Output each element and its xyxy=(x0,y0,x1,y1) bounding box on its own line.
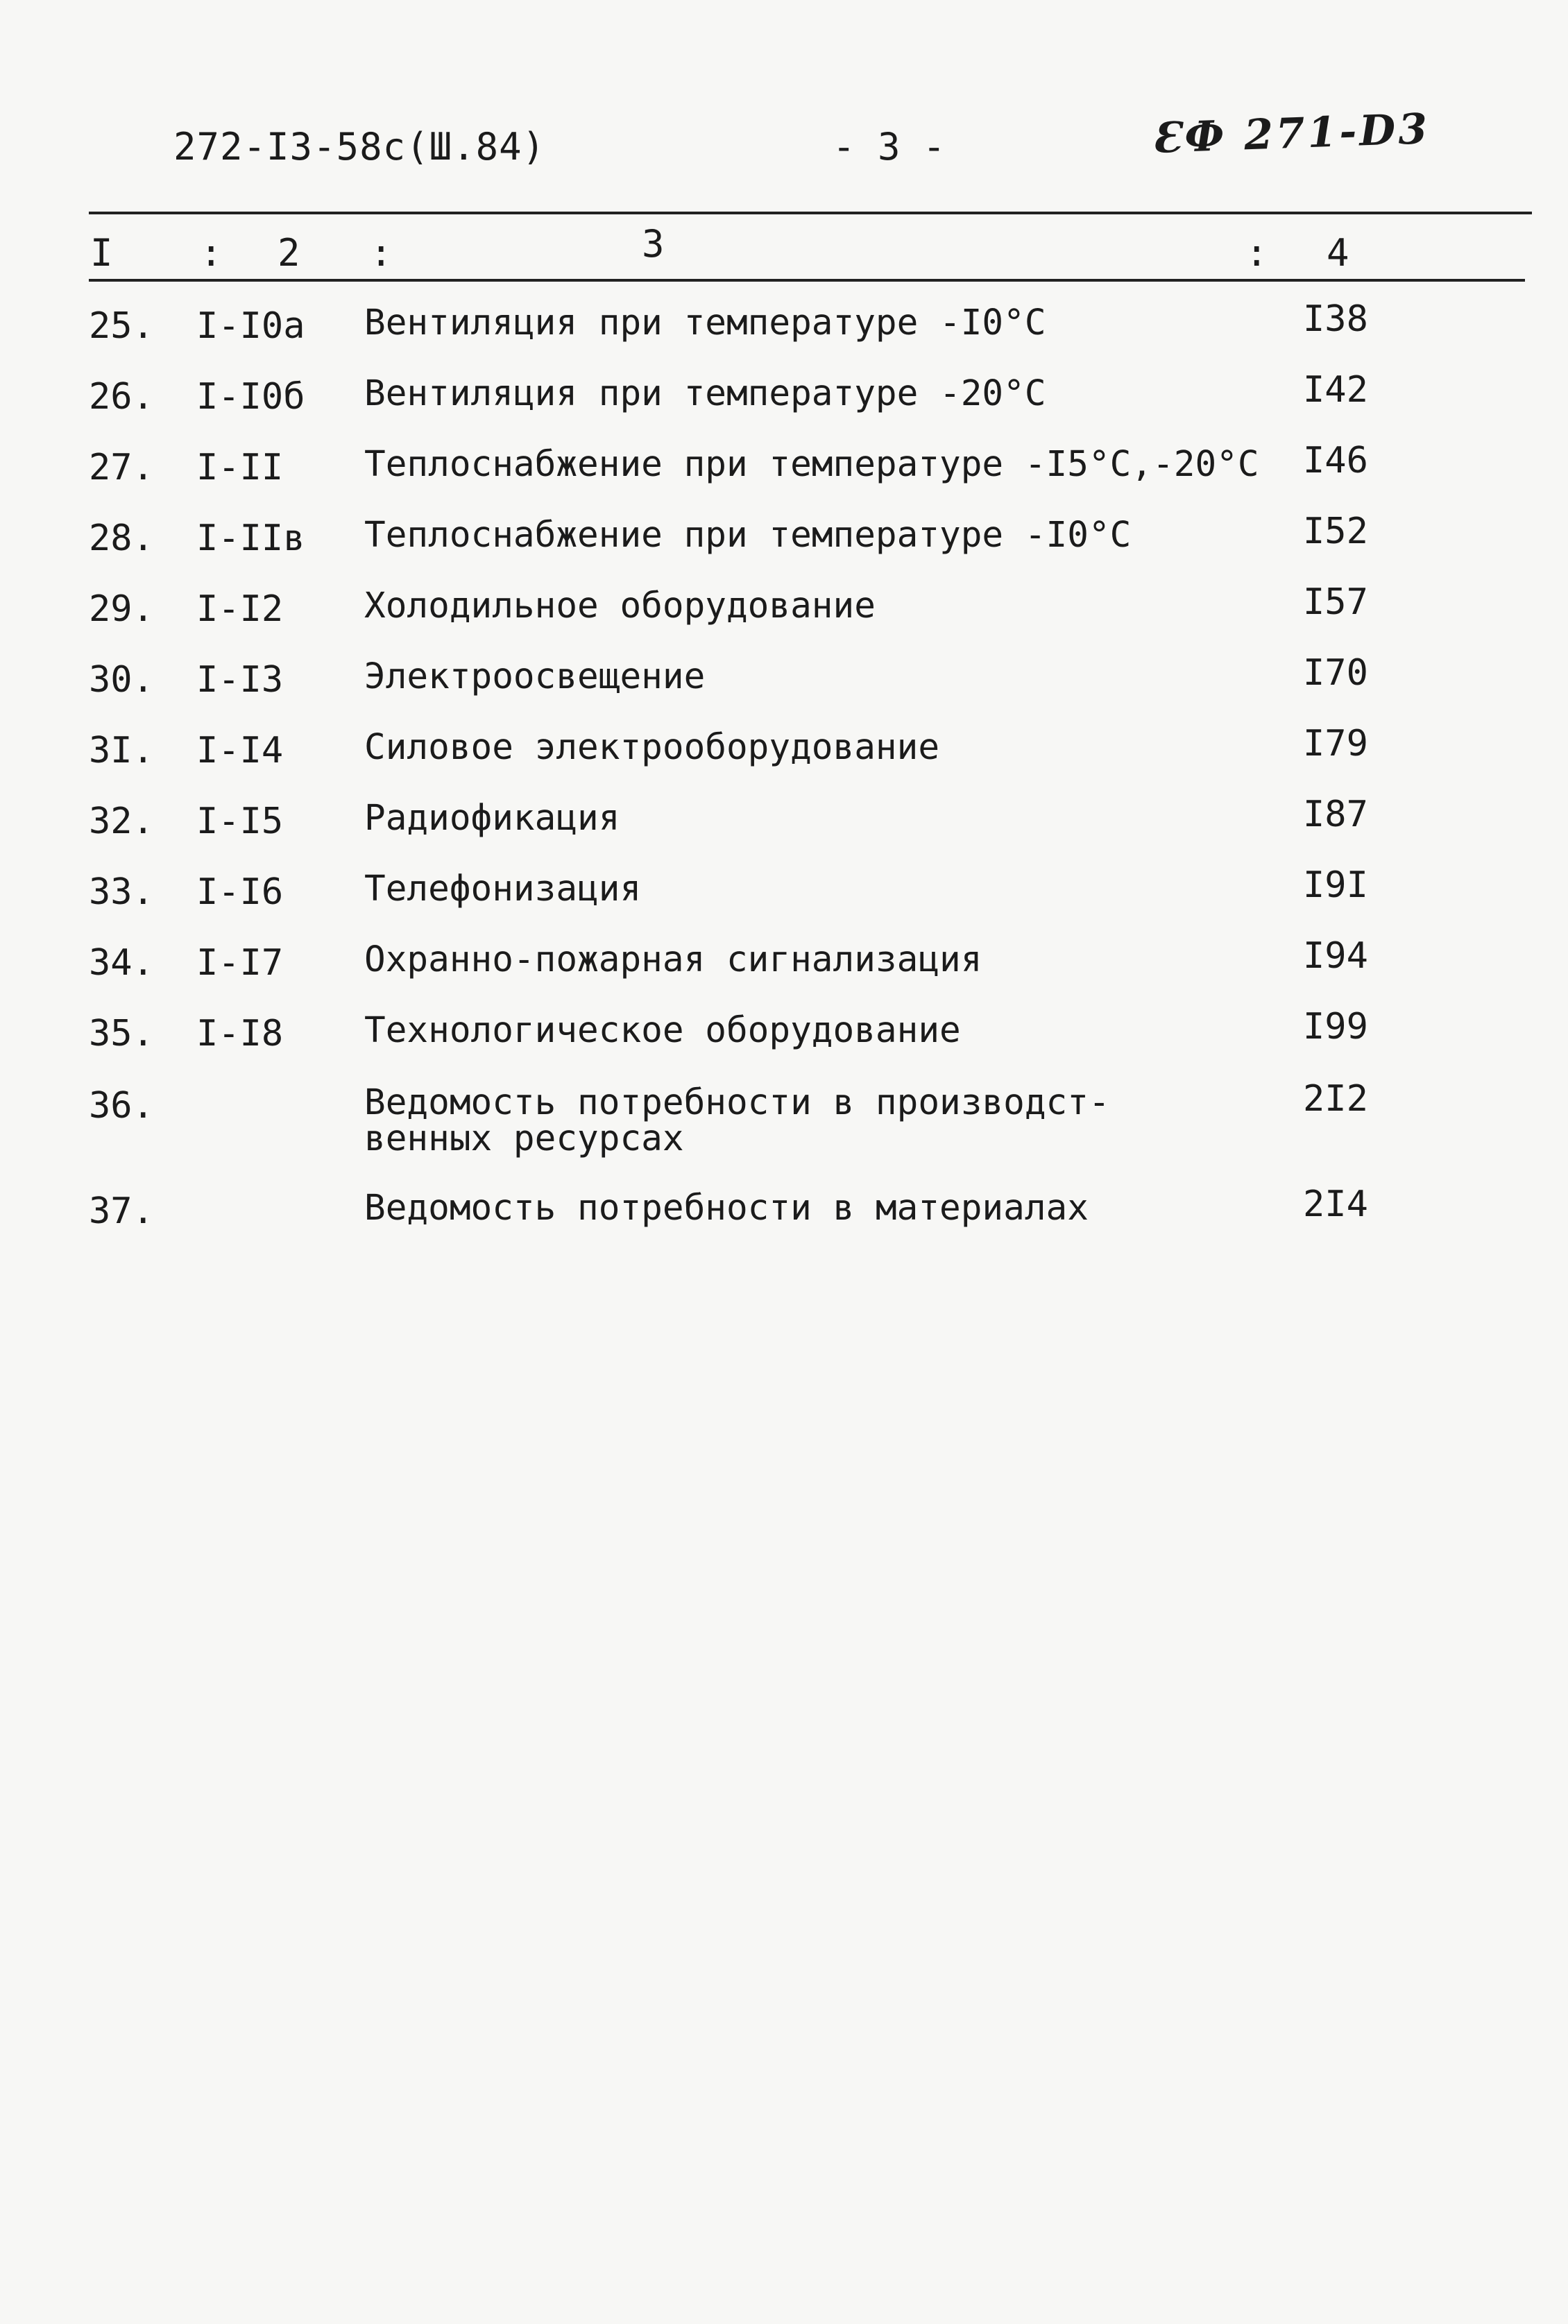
table-row xyxy=(0,1078,1568,1159)
row-title: Холодильное оборудование xyxy=(364,586,876,626)
row-number: 32. xyxy=(89,801,154,842)
table-row xyxy=(0,369,1568,432)
row-code: I-I4 xyxy=(196,730,284,771)
col-header-2: 2 xyxy=(278,231,300,275)
col-header-3: 3 xyxy=(642,222,665,266)
row-title: Силовое электрооборудование xyxy=(364,727,940,768)
row-code: I-I0б xyxy=(196,376,305,418)
row-page: I87 xyxy=(1303,794,1368,835)
row-number: 26. xyxy=(89,376,154,418)
row-title: Вентиляция при температуре -I0°C xyxy=(364,302,1046,343)
top-rule xyxy=(89,212,1532,214)
row-number: 35. xyxy=(89,1013,154,1054)
row-page: 2I4 xyxy=(1303,1184,1368,1225)
row-title: Охранно-пожарная сигнализация xyxy=(364,939,982,980)
col-sep-2: : xyxy=(370,231,393,275)
row-code: I-I0a xyxy=(196,305,305,347)
row-code: I-I6 xyxy=(196,871,284,913)
row-number: 25. xyxy=(89,305,154,347)
row-number: 34. xyxy=(89,942,154,984)
table-row xyxy=(0,1006,1568,1068)
document-code: 272-I3-58c(Ш.84) xyxy=(173,125,546,169)
row-title: Теплоснабжение при температуре -I0°C xyxy=(364,515,1132,556)
row-title: Ведомость потребности в материалах xyxy=(364,1188,1089,1229)
col-sep-1: : xyxy=(200,231,223,275)
col-header-1: I xyxy=(90,231,113,275)
row-number: 30. xyxy=(89,659,154,701)
table-row xyxy=(0,298,1568,361)
row-page: I38 xyxy=(1303,298,1368,340)
table-row xyxy=(0,440,1568,502)
row-page: I99 xyxy=(1303,1006,1368,1048)
row-page: I79 xyxy=(1303,723,1368,764)
row-code: I-I3 xyxy=(196,659,284,701)
table-row xyxy=(0,794,1568,856)
row-title: Телефонизация xyxy=(364,869,642,909)
table-row xyxy=(0,581,1568,644)
row-number: 36. xyxy=(89,1085,154,1127)
row-page: I52 xyxy=(1303,511,1368,552)
col-header-4: 4 xyxy=(1327,231,1349,275)
header-rule xyxy=(89,279,1525,282)
row-page: I57 xyxy=(1303,581,1368,623)
row-title: Технологическое оборудование xyxy=(364,1010,961,1051)
row-code: I-I8 xyxy=(196,1013,284,1054)
row-title: Вентиляция при температуре -20°C xyxy=(364,373,1046,414)
col-sep-3: : xyxy=(1245,231,1268,275)
row-title: Электроосвещение xyxy=(364,656,706,697)
row-code: I-I2 xyxy=(196,588,284,630)
table-row xyxy=(0,723,1568,785)
row-number: 33. xyxy=(89,871,154,913)
row-code: I-IIв xyxy=(196,518,305,559)
row-code: I-II xyxy=(196,447,284,488)
page-number: - 3 - xyxy=(833,125,946,169)
row-page: I9I xyxy=(1303,864,1368,906)
row-number: 3I. xyxy=(89,730,154,771)
row-code: I-I7 xyxy=(196,942,284,984)
row-title: Теплоснабжение при температуре -I5°C,-20°C xyxy=(364,444,1259,485)
table-row xyxy=(0,864,1568,927)
row-page: I70 xyxy=(1303,652,1368,694)
handwritten-mark: ԐФ 271-D3 xyxy=(1150,105,1431,163)
table-row xyxy=(0,935,1568,998)
table-row xyxy=(0,511,1568,573)
row-page: I94 xyxy=(1303,935,1368,977)
row-number: 27. xyxy=(89,447,154,488)
table-row xyxy=(0,1184,1568,1246)
row-number: 29. xyxy=(89,588,154,630)
row-number: 37. xyxy=(89,1190,154,1232)
row-page: 2I2 xyxy=(1303,1078,1368,1120)
row-page: I46 xyxy=(1303,440,1368,481)
row-number: 28. xyxy=(89,518,154,559)
table-row xyxy=(0,652,1568,715)
row-title: Радиофикация xyxy=(364,798,620,839)
row-code: I-I5 xyxy=(196,801,284,842)
row-page: I42 xyxy=(1303,369,1368,411)
row-title: Ведомость потребности в производст- венных ресурсах xyxy=(364,1082,1110,1159)
